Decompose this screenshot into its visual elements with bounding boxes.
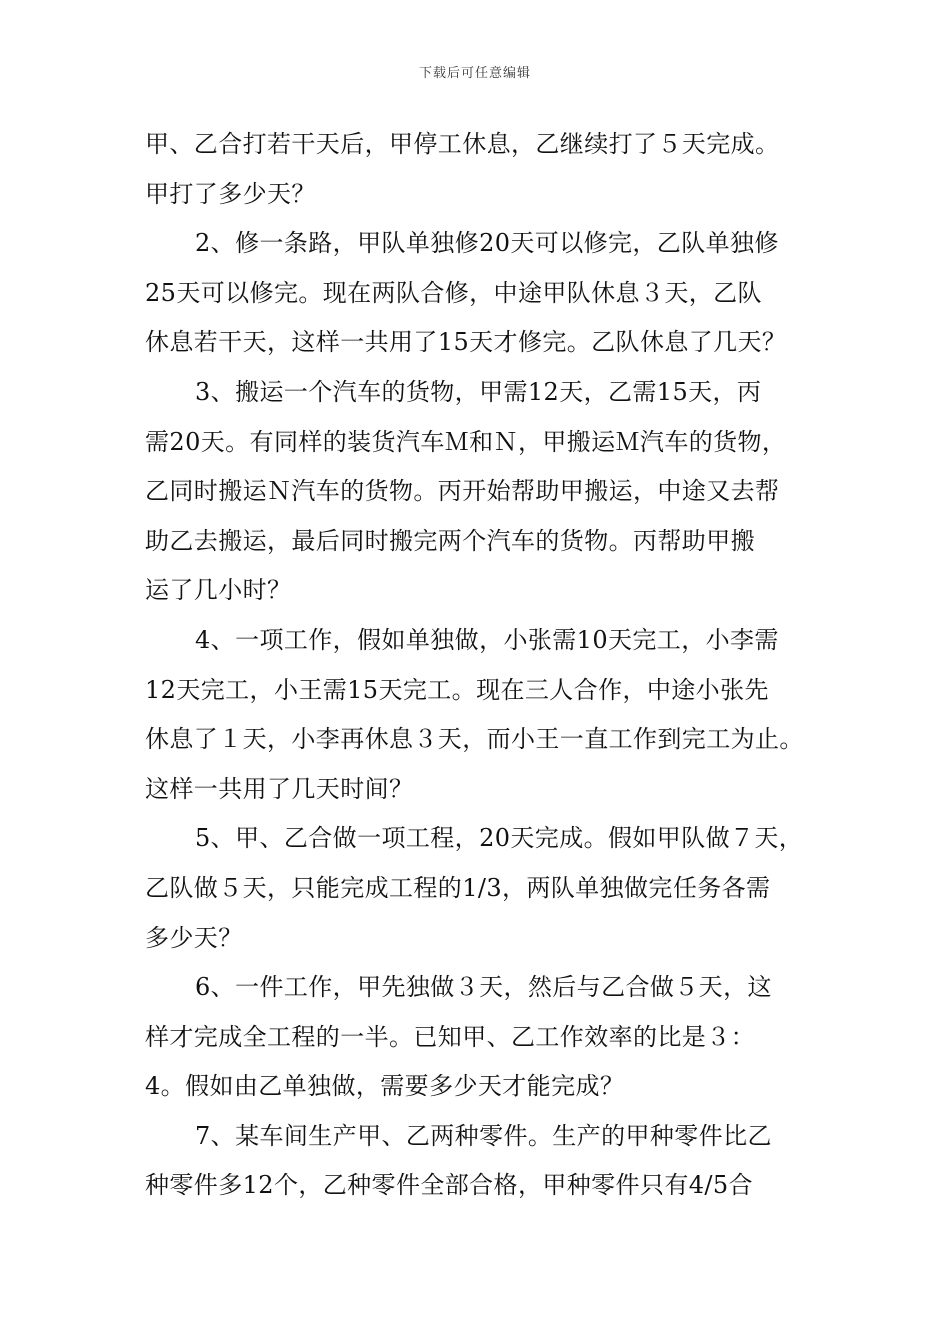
text-line: 25天可以修完。现在两队合修，中途甲队休息３天，乙队 (145, 278, 762, 307)
problem-5-start: 5、甲、乙合做一项工程，20天完成。假如甲队做７天， (195, 824, 804, 853)
problem-7-start: 7、某车间生产甲、乙两种零件。生产的甲种零件比乙 (195, 1121, 772, 1150)
text-line: 4。假如由乙单独做，需要多少天才能完成？ (145, 1072, 625, 1101)
text-line: 休息了１天，小李再休息３天，而小王一直工作到完工为止。 (145, 725, 804, 754)
text-line: 助乙去搬运，最后同时搬完两个汽车的货物。丙帮助甲搬 (145, 526, 755, 555)
problem-3-start: 3、搬运一个汽车的货物，甲需12天，乙需15天，丙 (195, 377, 762, 406)
text-line: 运了几小时？ (145, 576, 292, 605)
text-line: 12天完工，小王需15天完工。现在三人合作，中途小张先 (145, 675, 769, 704)
problem-4-start: 4、一项工作，假如单独做，小张需10天完工，小李需 (195, 625, 779, 654)
text-line: 甲打了多少天？ (145, 179, 316, 208)
text-line: 种零件多12个，乙种零件全部合格，甲种零件只有4/5合 (145, 1171, 753, 1200)
text-line: 休息若干天，这样一共用了15天才修完。乙队休息了几天？ (145, 328, 787, 357)
text-line: 样才完成全工程的一半。已知甲、乙工作效率的比是３： (145, 1022, 755, 1051)
page-header: 下载后可任意编辑 (418, 66, 531, 81)
problem-2-start: 2、修一条路，甲队单独修20天可以修完，乙队单独修 (195, 229, 779, 258)
text-line: 乙队做５天，只能完成工程的1/3，两队单独做完任务各需 (145, 873, 771, 902)
text-line: 乙同时搬运Ｎ汽车的货物。丙开始帮助甲搬运，中途又去帮 (145, 477, 780, 506)
text-line: 需20天。有同样的装货汽车Ｍ和Ｎ，甲搬运Ｍ汽车的货物， (145, 427, 787, 456)
document-body (145, 120, 813, 1211)
text-line: 甲、乙合打若干天后，甲停工休息，乙继续打了５天完成。 (145, 130, 780, 158)
text-line: 这样一共用了几天时间？ (145, 774, 414, 803)
text-line: 多少天？ (145, 923, 243, 952)
problem-6-start: 6、一件工作，甲先独做３天，然后与乙合做５天，这 (195, 973, 772, 1002)
